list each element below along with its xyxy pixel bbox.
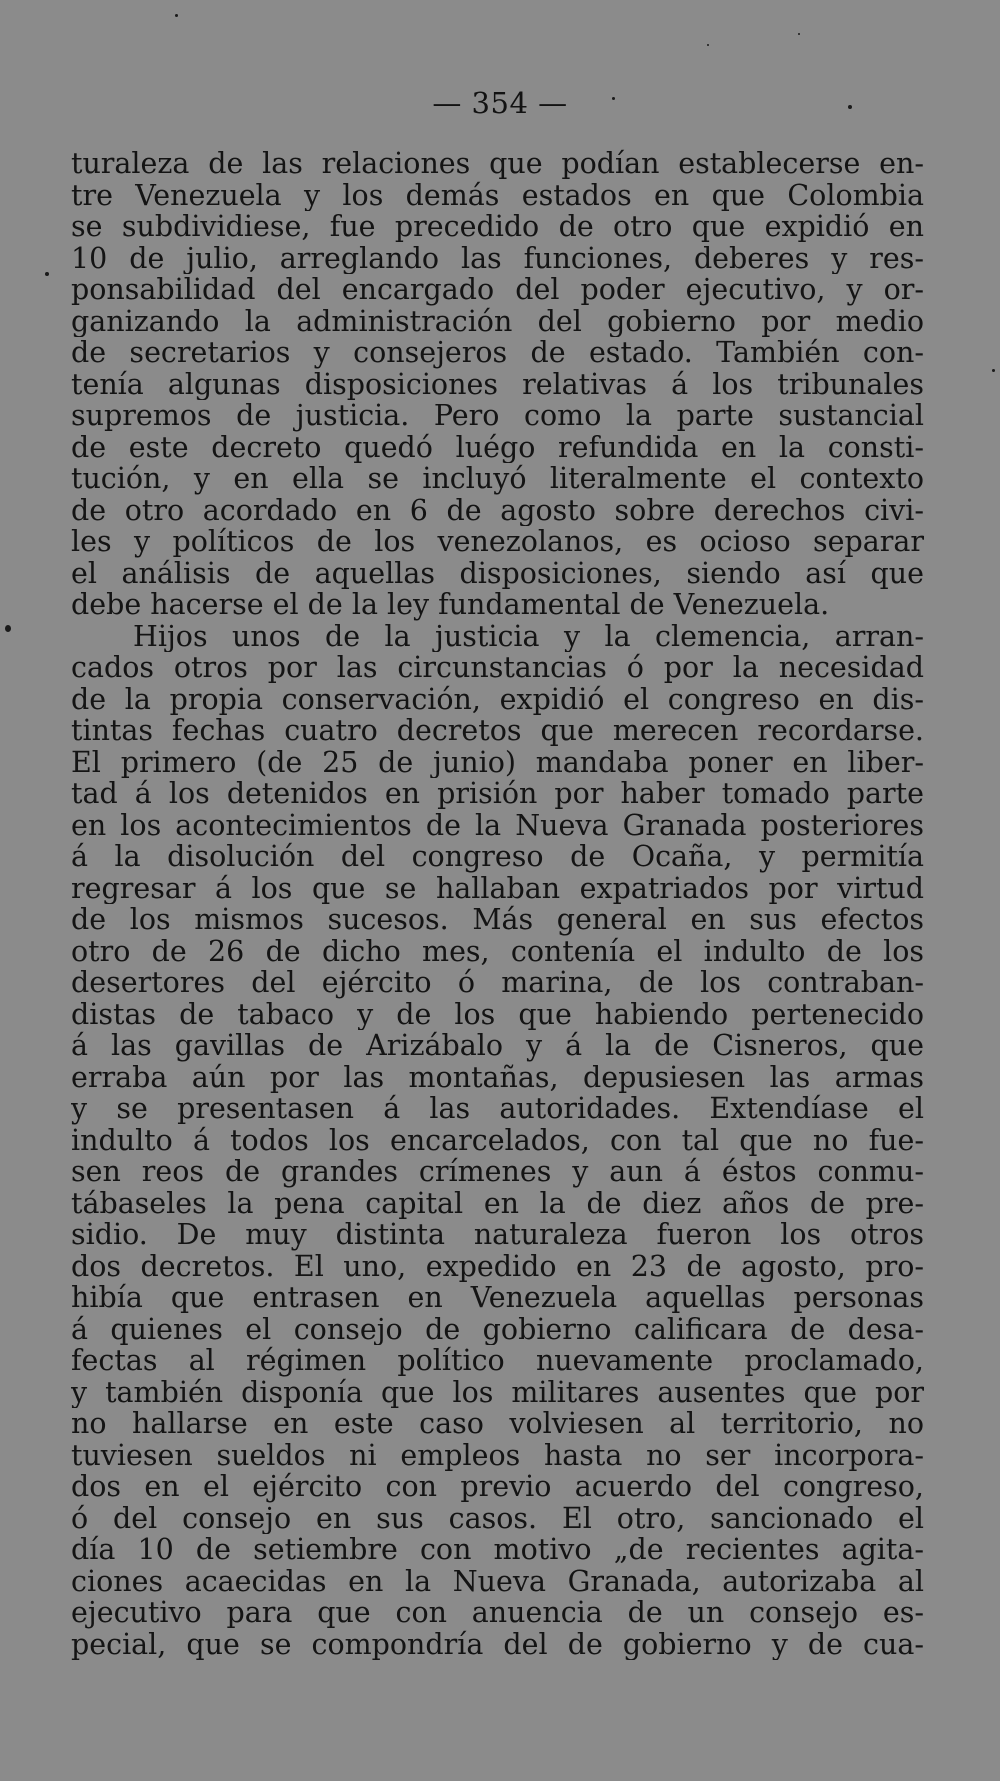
- speck: [45, 272, 49, 276]
- text-line: pecial, que se compondría del de gobierno y de cua-: [71, 1628, 924, 1660]
- text-line: dos en el ejército con previo acuerdo del congreso,: [71, 1471, 924, 1503]
- text-line: ponsabilidad del encargado del poder ejecutivo, y or-: [71, 274, 924, 306]
- text-line: tución, y en ella se incluyó literalmente el contexto: [71, 463, 924, 495]
- text-line: hibía que entrasen en Venezuela aquellas personas: [71, 1282, 924, 1314]
- text-line: sidio. De muy distinta naturaleza fueron los otros: [71, 1219, 924, 1251]
- speck: [5, 625, 11, 632]
- text-line: ciones acaecidas en la Nueva Granada, autorizaba al: [71, 1565, 924, 1597]
- text-line: tenía algunas disposiciones relativas á los tribunales: [71, 368, 924, 400]
- body-text: [71, 148, 924, 1660]
- text-line: tintas fechas cuatro decretos que merecen recordarse.: [71, 715, 924, 747]
- text-line: en los acontecimientos de la Nueva Granada posteriores: [71, 809, 924, 841]
- text-line: ó del consejo en sus casos. El otro, sancionado el: [71, 1502, 924, 1534]
- text-line: tad á los detenidos en prisión por haber tomado parte: [71, 778, 924, 810]
- text-line: 10 de julio, arreglando las funciones, deberes y res-: [71, 242, 924, 274]
- text-line: El primero (de 25 de junio) mandaba poner en liber-: [71, 746, 924, 778]
- speck: [992, 369, 995, 372]
- text-line: tuviesen sueldos ni empleos hasta no ser incorpora-: [71, 1439, 924, 1471]
- text-line: distas de tabaco y de los que habiendo pertenecido: [71, 998, 924, 1030]
- text-line: y se presentasen á las autoridades. Extendíase el: [71, 1093, 924, 1125]
- speck: [798, 33, 800, 35]
- text-line: ejecutivo para que con anuencia de un consejo es-: [71, 1597, 924, 1629]
- text-line: á las gavillas de Arizábalo y á la de Cisneros, que: [71, 1030, 924, 1062]
- text-line: les y políticos de los venezolanos, es ocioso separar: [71, 526, 924, 558]
- text-line: de los mismos sucesos. Más general en sus efectos: [71, 904, 924, 936]
- text-line: á la disolución del congreso de Ocaña, y permitía: [71, 841, 924, 873]
- text-line: cados otros por las circunstancias ó por la necesidad: [71, 652, 924, 684]
- text-line: día 10 de setiembre con motivo „de recientes agita-: [71, 1534, 924, 1566]
- speck: [175, 14, 178, 17]
- text-line: debe hacerse el de la ley fundamental de Venezuela.: [71, 589, 830, 621]
- text-line: Hijos unos de la justicia y la clemencia, arran-: [133, 620, 924, 652]
- text-line: tábaseles la pena capital en la de diez años de pre-: [71, 1187, 924, 1219]
- text-line: erraba aún por las montañas, depusiesen las armas: [71, 1061, 924, 1093]
- text-line: se subdividiese, fue precedido de otro que expidió en: [71, 211, 924, 243]
- text-line: regresar á los que se hallaban expatriados por virtud: [71, 872, 924, 904]
- text-line: turaleza de las relaciones que podían establecerse en-: [71, 148, 924, 180]
- text-line: sen reos de grandes crímenes y aun á éstos conmu-: [71, 1156, 924, 1188]
- text-line: fectas al régimen político nuevamente proclamado,: [71, 1345, 924, 1377]
- text-line: desertores del ejército ó marina, de los contraban-: [71, 967, 924, 999]
- text-line: otro de 26 de dicho mes, contenía el indulto de los: [71, 935, 924, 967]
- text-line: ganizando la administración del gobierno por medio: [71, 305, 924, 337]
- page-number: — 354 —: [432, 86, 568, 120]
- speck: [707, 44, 709, 46]
- text-line: de secretarios y consejeros de estado. También con-: [71, 337, 924, 369]
- speck: [848, 105, 852, 109]
- text-line: tre Venezuela y los demás estados en que Colombia: [71, 179, 924, 211]
- text-line: el análisis de aquellas disposiciones, siendo así que: [71, 557, 924, 589]
- text-line: á quienes el consejo de gobierno calificara de desa-: [71, 1313, 924, 1345]
- text-line: de la propia conservación, expidió el congreso en dis-: [71, 683, 924, 715]
- text-line: no hallarse en este caso volviesen al territorio, no: [71, 1408, 924, 1440]
- text-line: de otro acordado en 6 de agosto sobre derechos civi-: [71, 494, 924, 526]
- speck: [612, 97, 615, 100]
- text-line: indulto á todos los encarcelados, con tal que no fue-: [71, 1124, 924, 1156]
- text-line: de este decreto quedó luégo refundida en la consti-: [71, 431, 924, 463]
- text-line: y también disponía que los militares ausentes que por: [71, 1376, 924, 1408]
- text-line: supremos de justicia. Pero como la parte sustancial: [71, 400, 924, 432]
- text-line: dos decretos. El uno, expedido en 23 de agosto, pro-: [71, 1250, 924, 1282]
